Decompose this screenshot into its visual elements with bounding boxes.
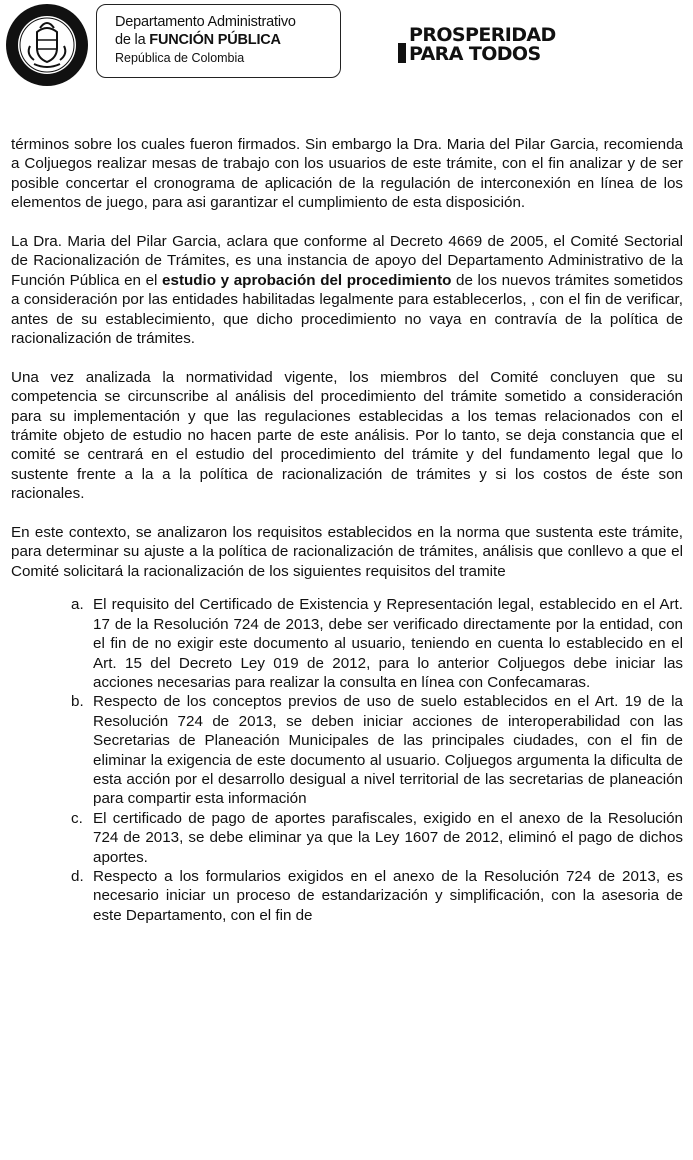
- list-item: [11, 867, 683, 925]
- list-item-text: Respecto a los formularios exigidos en el anexo de la Resolución 724 de 2013, es necesario iniciar un proceso de estandarización y simplificación, con la asesoria de este Departamento, con el fin de: [93, 867, 683, 924]
- paragraph-4: En este contexto, se analizaron los requisitos establecidos en la norma que sustenta este trámite, para determinar su ajuste a la política de racionalización de trámites, análisis que conllevo a que el Comité solicitará la racionalización de los siguientes requisitos del tramite: [11, 524, 683, 580]
- list-marker: a.: [71, 596, 84, 614]
- department-name-bold: FUNCIÓN PÚBLICA: [149, 32, 281, 48]
- list-item: [11, 692, 683, 808]
- requirements-list: [11, 595, 683, 925]
- paragraph-2-part-b: de los nuevos trámites sometidos a consideración por las entidades habilitadas legalmente para establecerlos, , con el fin de verificar, antes de su establecimiento, que dicho procedimiento no vaya en contravía de la política de racionalización de trámites.: [11, 271, 684, 348]
- paragraph-2-bold: estudio y aprobación del procedimiento: [162, 271, 452, 289]
- list-item: [11, 809, 683, 867]
- list-item-text: El certificado de pago de aportes parafiscales, exigido en el anexo de la Resolución 724 de 2013, se debe eliminar ya que la Ley 1607 de 2012, eliminó el pago de dichos aportes.: [93, 809, 683, 866]
- list-marker: b.: [71, 693, 84, 711]
- flag-bar-icon: [398, 43, 406, 63]
- brand-text: [409, 26, 556, 64]
- brand-line2: PARA TODOS: [409, 43, 541, 65]
- document-body: [11, 135, 683, 925]
- list-marker: d.: [71, 867, 84, 885]
- country-line: República de Colombia: [115, 51, 245, 65]
- paragraph-3: Una vez analizada la normatividad vigente, los miembros del Comité concluyen que su competencia se circunscribe al análisis del procedimiento del trámite sometido a consideración para su implementación y que las regulaciones establecidas a los temas relacionados con el trámite objeto de estudio no hacen parte de este análisis. Por lo tanto, se deja constancia que el comité se centrará en el estudio del procedimiento del trámite y del fundamento legal que lo sustente frente a la a la política de racionalización de trámites y si los costos de éste son racionales.: [11, 368, 683, 503]
- brand-line1: PROSPERIDAD: [409, 24, 556, 46]
- department-header-box: [96, 4, 341, 78]
- department-prefix: de la: [115, 32, 146, 48]
- list-marker: c.: [71, 809, 83, 827]
- department-name-line2: [115, 31, 340, 50]
- prosperidad-brand-logo: [398, 26, 556, 64]
- colombia-coat-of-arms-seal: [4, 2, 90, 88]
- list-item-text: El requisito del Certificado de Existencia y Representación legal, establecido en el Art. 17 de la Resolución 724 de 2013, debe ser verificado directamente por la entidad, con el fin de no exigir este documento al usuario, teniendo en cuenta lo establecido en el Art. 15 del Decreto Ley 019 de 2012, para lo anterior Coljuegos debe iniciar las acciones necesarias para realizar la consulta en línea con Confecamaras.: [93, 596, 683, 691]
- paragraph-1: términos sobre los cuales fueron firmados. Sin embargo la Dra. Maria del Pilar Garcia, recomienda a Coljuegos realizar mesas de trabajo con los usuarios de este trámite, con el fin analizar y de ser posible concertar el cronograma de aplicación de la regulación de interconexión en línea de los elementos de juego, para asi garantizar el cumplimiento de esta disposición.: [11, 136, 683, 212]
- list-item: [11, 595, 683, 692]
- paragraph-2: [11, 232, 683, 348]
- paragraph-2-part-a: La Dra. Maria del Pilar Garcia, aclara que conforme al Decreto 4669 de 2005, el Comité Sectorial de Racionalización de Trámites, es una instancia de apoyo del Departamento Administrativo de la Función Pública en el: [11, 233, 683, 289]
- department-name-line1: Departamento Administrativo: [115, 14, 296, 30]
- list-item-text: Respecto de los conceptos previos de uso de suelo establecidos en el Art. 19 de la Resolución 724 de 2013, se deben iniciar acciones de interoperabilidad con las Secretarias de Planeación Municipales de las principales ciudades, con el fin de eliminar la exigencia de este documento al usuario. Coljuegos argumenta la dificulta de esta acción por el desarrollo desigual a nivel territorial de las secretarias de planeación para compartir esta información: [93, 693, 683, 808]
